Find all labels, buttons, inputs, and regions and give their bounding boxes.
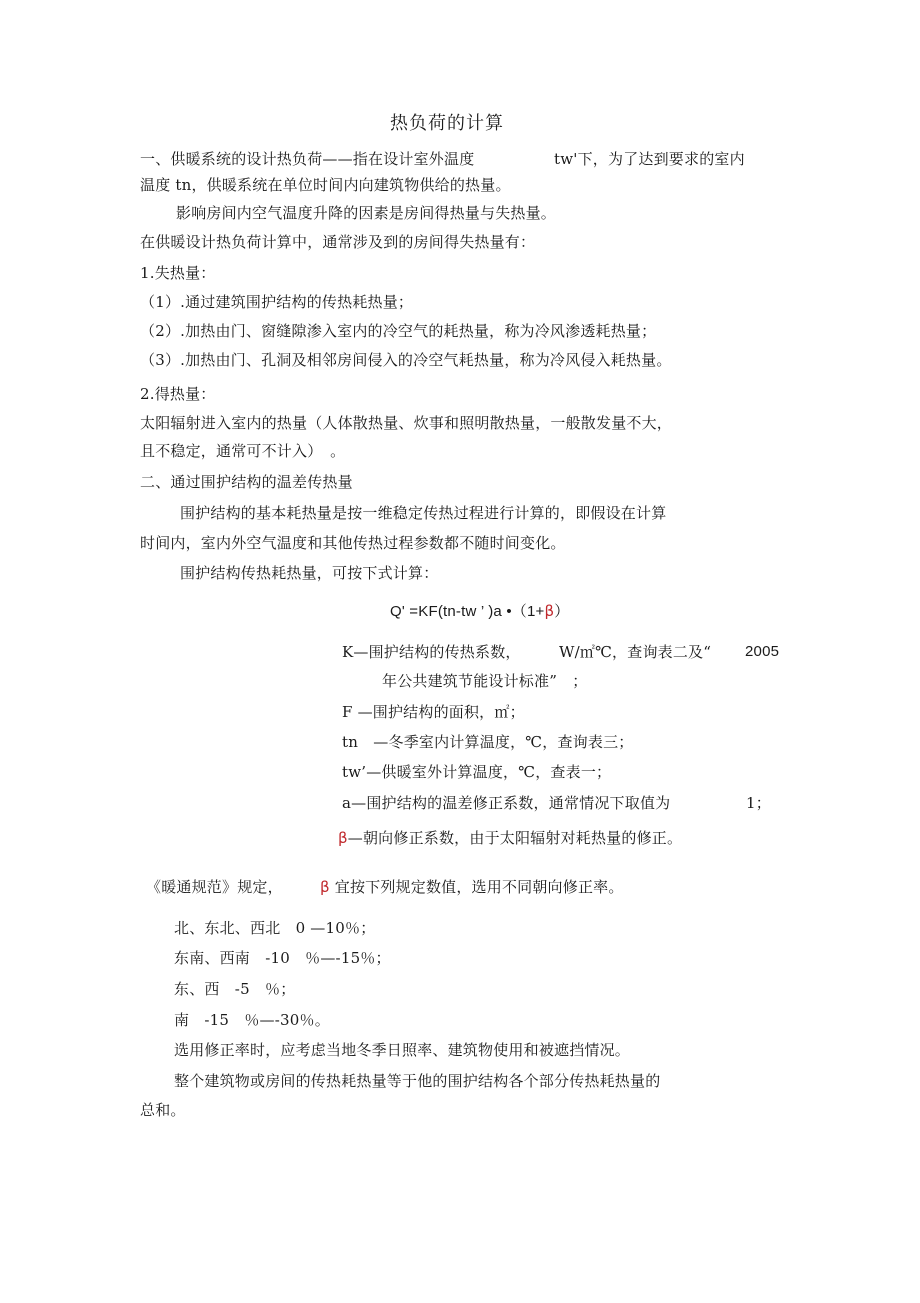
list-item: 北、东北、西北 0 —10％；: [174, 919, 376, 937]
section-heading: 二、通过围护结构的温差传热量: [140, 473, 353, 491]
definition-f: F —围护结构的面积，㎡；: [342, 703, 525, 721]
text-line: 围护结构传热耗热量，可按下式计算：: [180, 564, 439, 582]
definition-text: 1；: [746, 794, 771, 812]
definition-text: —朝向修正系数，由于太阳辐射对耗热量的修正。: [347, 829, 683, 847]
definition-tn: tn —冬季室内计算温度，℃，查询表三；: [342, 733, 634, 751]
page-title: 热负荷的计算: [390, 113, 504, 134]
text-line: 围护结构的基本耗热量是按一维稳定传热过程进行计算的，即假设在计算: [180, 504, 667, 522]
beta-symbol: β: [544, 602, 555, 620]
formula-text: Q' =KF(tn-tw ’ )a •（1+: [390, 603, 545, 620]
list-item: （1）.通过建筑围护结构的传热耗热量；: [140, 293, 414, 311]
text-line: 总和。: [140, 1101, 186, 1119]
text-line: 温度 tn，供暖系统在单位时间内向建筑物供给的热量。: [140, 176, 511, 194]
formula-text: ）: [554, 603, 570, 620]
beta-symbol: β: [320, 878, 330, 896]
list-item: 东、西 -5 ％；: [174, 980, 296, 998]
text-line: 在供暖设计热负荷计算中，通常涉及到的房间得失热量有：: [140, 233, 536, 251]
text-line: [320, 877, 624, 897]
text-line: 整个建筑物或房间的传热耗热量等于他的围护结构各个部分传热耗热量的: [174, 1072, 661, 1090]
text-line: 时间内，室内外空气温度和其他传热过程参数都不随时间变化。: [140, 534, 566, 552]
definition-a: a—围护结构的温差修正系数，通常情况下取值为: [342, 794, 671, 812]
definition-beta: [338, 828, 682, 848]
list-item: （2）.加热由门、窗缝隙渗入室内的冷空气的耗热量，称为冷风渗透耗热量；: [140, 322, 657, 340]
list-item: 东南、西南 -10 ％—-15％；: [174, 949, 391, 967]
text-line: 《暖通规范》规定，: [146, 878, 283, 896]
section-heading: 2.得热量：: [140, 385, 216, 403]
formula: [390, 601, 569, 622]
text-line: 一、供暖系统的设计热负荷——指在设计室外温度: [140, 150, 475, 168]
list-item: 南 -15 ％—-30％。: [174, 1011, 330, 1029]
section-heading: 1.失热量：: [140, 264, 216, 282]
list-item: （3）.加热由门、孔洞及相邻房间侵入的冷空气耗热量，称为冷风侵入耗热量。: [140, 351, 672, 369]
text-line: 影响房间内空气温度升降的因素是房间得热量与失热量。: [176, 204, 557, 222]
beta-symbol: β: [338, 829, 348, 847]
definition-k: [342, 642, 521, 662]
text-segment: 宜按下列规定数值，选用不同朝向修正率。: [334, 878, 624, 896]
text-line: 且不稳定，通常可不计入） 。: [140, 442, 346, 460]
text-line: tw'下，为了达到要求的室内: [554, 150, 745, 168]
text-line: 选用修正率时，应考虑当地冬季日照率、建筑物使用和被遮挡情况。: [174, 1041, 631, 1059]
definition-text: K—围护结构的传热系数，: [342, 643, 521, 661]
definition-text: 2005: [745, 643, 780, 660]
definition-tw: tw’—供暖室外计算温度，℃，查表一；: [342, 763, 612, 781]
definition-text: 年公共建筑节能设计标准” ；: [382, 672, 588, 690]
text-line: 太阳辐射进入室内的热量（人体散热量、炊事和照明散热量，一般散发量不大，: [140, 414, 673, 432]
definition-text: W/㎡℃，查询表二及“: [559, 643, 712, 661]
